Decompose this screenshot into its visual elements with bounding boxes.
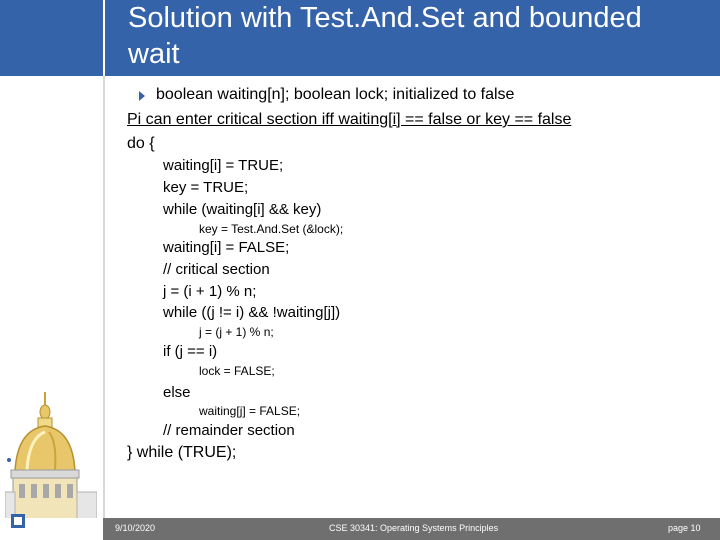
code-line: else: [163, 384, 191, 401]
code-line: j = (i + 1) % n;: [163, 283, 257, 300]
code-line-nested: waiting[j] = FALSE;: [199, 404, 301, 418]
footer-page-number: page 10: [668, 523, 701, 533]
condition-line: Pi can enter critical section iff waiting[i] == false or key == false: [127, 111, 572, 128]
code-line: while (waiting[i] && key): [163, 201, 322, 218]
code-line-nested: key = Test.And.Set (&lock);: [199, 222, 344, 236]
footer-date: 9/10/2020: [115, 523, 156, 533]
footer-bar: [103, 518, 720, 540]
slide-title-line-2: wait: [128, 38, 180, 70]
header-left-block: [0, 0, 103, 76]
corner-square-icon: [11, 514, 25, 528]
code-line: key = TRUE;: [163, 179, 249, 196]
code-line-do: do {: [127, 135, 155, 152]
code-line-nested: j = (j + 1) % n;: [199, 325, 274, 339]
code-line-nested: lock = FALSE;: [199, 364, 275, 378]
bullet-arrow-icon: [139, 91, 145, 101]
golden-dome-icon: [5, 392, 97, 528]
code-line: // remainder section: [163, 422, 295, 439]
code-line: // critical section: [163, 261, 270, 278]
code-line: while ((j != i) && !waiting[j]): [163, 304, 341, 321]
code-line: if (j == i): [163, 343, 218, 360]
slide-title: [128, 0, 708, 72]
left-divider: [103, 76, 105, 520]
header-divider: [103, 0, 105, 76]
code-line: waiting[i] = TRUE;: [163, 157, 284, 174]
code-line: waiting[i] = FALSE;: [163, 239, 290, 256]
code-line-while: } while (TRUE);: [127, 444, 237, 461]
bullet-text: boolean waiting[n]; boolean lock; initialized to false: [156, 86, 515, 103]
footer-course: CSE 30341: Operating Systems Principles: [329, 523, 499, 533]
slide-title-line-1: Solution with Test.And.Set and bounded: [128, 2, 642, 34]
